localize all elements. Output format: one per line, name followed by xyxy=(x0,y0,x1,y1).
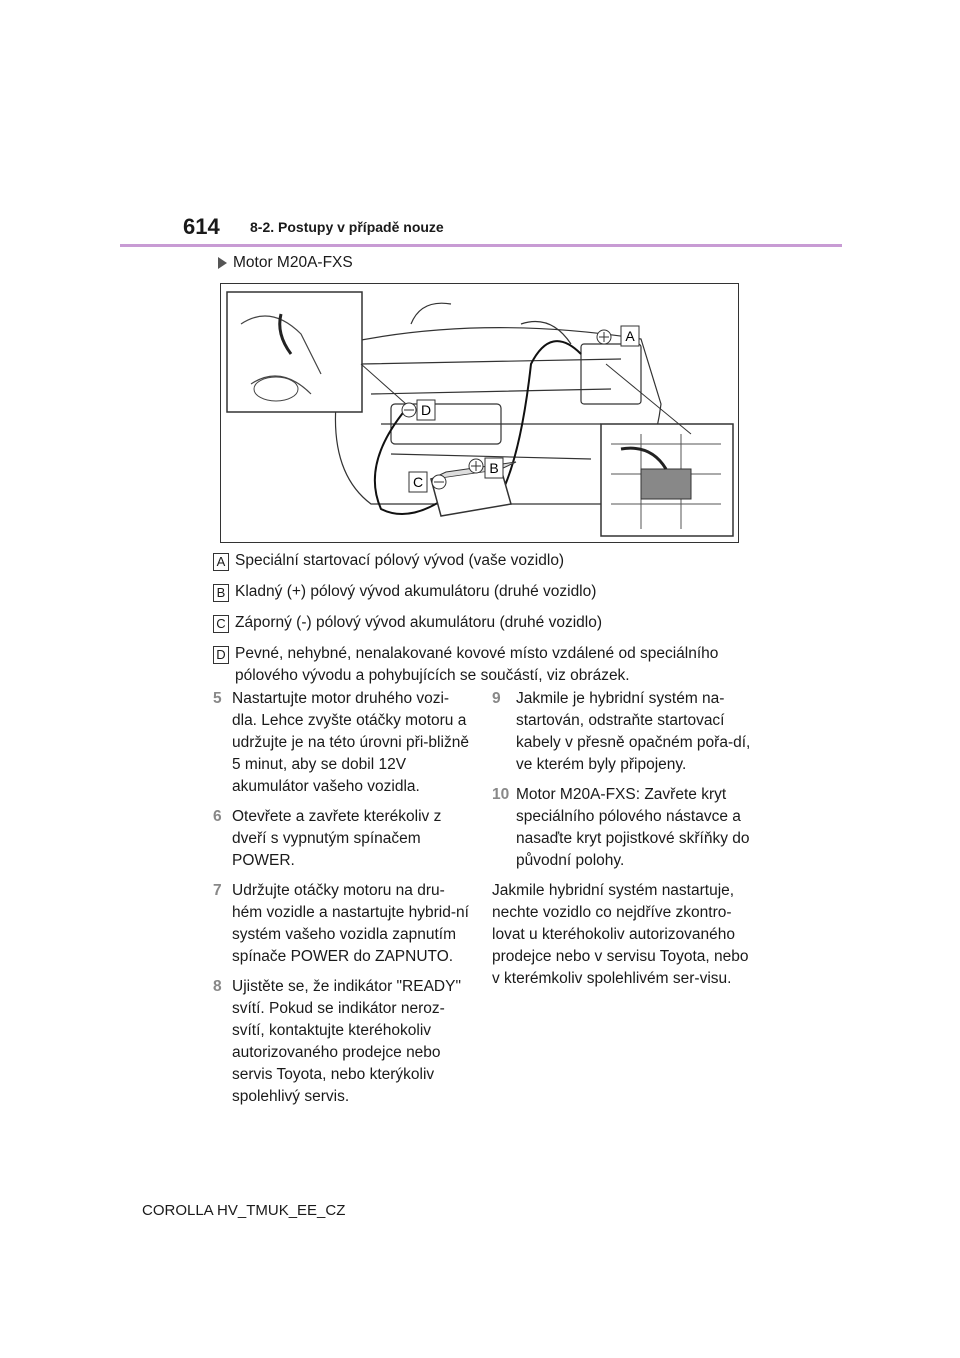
step-text: Otevřete a zavřete kterékoliv z dveří s vypnutým spínačem POWER. xyxy=(232,808,442,869)
right-column xyxy=(492,688,752,990)
legend-item xyxy=(213,643,773,687)
inset-top-left xyxy=(227,292,362,412)
step-number: 5 xyxy=(213,690,222,707)
step-number: 6 xyxy=(213,808,222,825)
triangle-bullet-icon xyxy=(218,257,227,269)
step-item xyxy=(213,976,473,1108)
legend-text: Kladný (+) pólový vývod akumulátoru (druhé vozidlo) xyxy=(235,583,597,600)
callout-c-label: C xyxy=(412,474,424,490)
callout-b-label: B xyxy=(489,460,499,476)
inset-bottom-right xyxy=(601,424,733,536)
step-text: Motor M20A-FXS: Zavřete kryt speciálního pólového nástavce a nasaďte kryt pojistkové skříňky do původní polohy. xyxy=(516,786,750,869)
section-title: 8-2. Postupy v případě nouze xyxy=(250,219,444,235)
legend-item xyxy=(213,612,773,634)
legend-key: D xyxy=(213,646,229,664)
legend-text: Speciální startovací pólový vývod (vaše vozidlo) xyxy=(235,552,565,569)
legend-item xyxy=(213,550,773,572)
callout-d xyxy=(402,400,435,420)
footer-model-code: COROLLA HV_TMUK_EE_CZ xyxy=(142,1202,346,1219)
legend-key: A xyxy=(213,553,229,571)
step-item xyxy=(492,784,752,872)
step-number: 9 xyxy=(492,690,501,707)
subtitle-text: Motor M20A-FXS xyxy=(233,254,353,271)
callout-c xyxy=(409,472,446,492)
step-item xyxy=(213,880,473,968)
step-number: 8 xyxy=(213,978,222,995)
step-text: Udržujte otáčky motoru na dru-hém vozidle a nastartujte hybrid-ní systém vašeho vozidla zapnutím spínače POWER do ZAPNUTO. xyxy=(232,882,469,965)
engine-bay-illustration xyxy=(220,283,739,543)
legend-key: C xyxy=(213,615,229,633)
step-number: 7 xyxy=(213,882,222,899)
legend-text: Pevné, nehybné, nenalakované kovové místo vzdálené od speciálního pólového vývodu a pohybujících se součástí, viz obrázek. xyxy=(235,645,719,684)
callout-d-label: D xyxy=(420,402,432,418)
legend-item xyxy=(213,581,773,603)
legend-text: Záporný (-) pólový vývod akumulátoru (druhé vozidlo) xyxy=(235,614,602,631)
step-number: 10 xyxy=(492,786,510,803)
step-text: Ujistěte se, že indikátor "READY" svítí. Pokud se indikátor neroz-svítí, kontaktujte kteréhokoliv autorizovaného prodejce nebo servis Toyota, nebo kterýkoliv spolehlivý servis. xyxy=(232,978,461,1105)
callout-a-label: A xyxy=(625,328,635,344)
subtitle xyxy=(218,254,353,272)
closing-paragraph: Jakmile hybridní systém nastartuje, nechte vozidlo co nejdříve zkontro-lovat u kteréhokoliv autorizovaného prodejce nebo v servisu Toyota, nebo v kterémkoliv spolehlivém ser-visu. xyxy=(492,882,749,987)
step-item xyxy=(213,806,473,872)
left-column xyxy=(213,688,473,1116)
header-divider xyxy=(120,244,842,247)
step-text: Nastartujte motor druhého vozi-dla. Lehce zvyšte otáčky motoru a udržujte je na této úrovni při-bližně 5 minut, aby se dobil 12V akumulátor vašeho vozidla. xyxy=(232,690,469,795)
figure-legend xyxy=(213,550,773,696)
legend-key: B xyxy=(213,584,229,602)
engine-bay-drawing xyxy=(221,284,738,542)
step-item xyxy=(492,688,752,776)
page-number: 614 xyxy=(183,214,220,239)
step-item xyxy=(213,688,473,798)
step-text: Jakmile je hybridní systém na-startován, odstraňte startovací kabely v přesně opačném pořa-dí, ve kterém byly připojeny. xyxy=(516,690,751,773)
